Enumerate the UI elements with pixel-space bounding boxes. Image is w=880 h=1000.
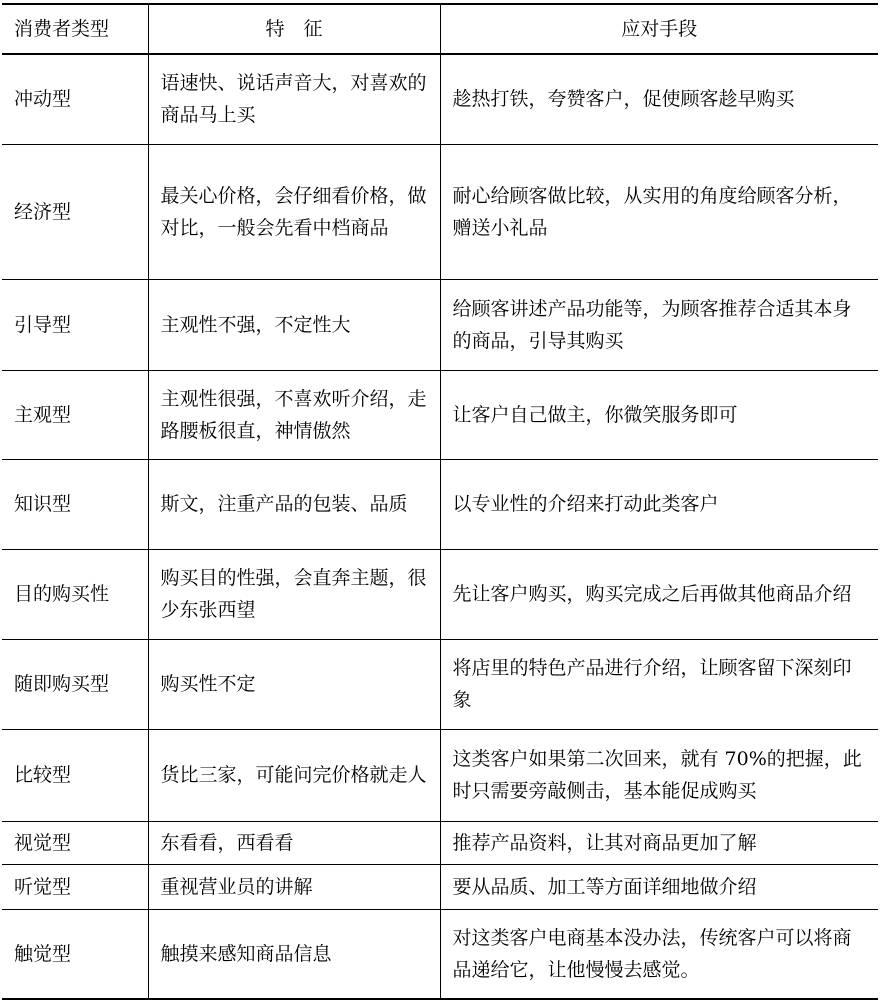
table-row <box>2 821 878 864</box>
cell-type: 引导型 <box>2 279 148 370</box>
cell-response: 这类客户如果第二次回来，就有 70%的把握，此时只需要旁敲侧击，基本能促成购买 <box>440 729 878 821</box>
cell-response: 推荐产品资料，让其对商品更加了解 <box>440 821 878 864</box>
cell-features: 重视营业员的讲解 <box>148 864 440 909</box>
table-row <box>2 370 878 459</box>
cell-type: 经济型 <box>2 144 148 279</box>
header-response: 应对手段 <box>440 4 878 54</box>
cell-response: 以专业性的介绍来打动此类客户 <box>440 459 878 549</box>
cell-features: 触摸来感知商品信息 <box>148 909 440 999</box>
table-row <box>2 279 878 370</box>
table-row <box>2 459 878 549</box>
header-features: 特 征 <box>148 4 440 54</box>
cell-response: 先让客户购买，购买完成之后再做其他商品介绍 <box>440 549 878 639</box>
cell-type: 目的购买性 <box>2 549 148 639</box>
cell-features: 最关心价格，会仔细看价格，做对比，一般会先看中档商品 <box>148 144 440 279</box>
header-type: 消费者类型 <box>2 4 148 54</box>
cell-response: 给顾客讲述产品功能等，为顾客推荐合适其本身的商品，引导其购买 <box>440 279 878 370</box>
cell-features: 语速快、说话声音大，对喜欢的商品马上买 <box>148 54 440 144</box>
table-row <box>2 144 878 279</box>
cell-response: 对这类客户电商基本没办法，传统客户可以将商品递给它，让他慢慢去感觉。 <box>440 909 878 999</box>
table-row <box>2 729 878 821</box>
cell-response: 趁热打铁，夸赞客户，促使顾客趁早购买 <box>440 54 878 144</box>
cell-features: 主观性不强，不定性大 <box>148 279 440 370</box>
table-row <box>2 54 878 144</box>
table-row <box>2 909 878 999</box>
cell-response: 要从品质、加工等方面详细地做介绍 <box>440 864 878 909</box>
cell-type: 随即购买型 <box>2 639 148 729</box>
cell-features: 东看看，西看看 <box>148 821 440 864</box>
cell-type: 比较型 <box>2 729 148 821</box>
cell-features: 斯文，注重产品的包装、品质 <box>148 459 440 549</box>
table-row <box>2 639 878 729</box>
cell-response: 将店里的特色产品进行介绍，让顾客留下深刻印象 <box>440 639 878 729</box>
cell-type: 视觉型 <box>2 821 148 864</box>
cell-features: 货比三家，可能问完价格就走人 <box>148 729 440 821</box>
table-row <box>2 864 878 909</box>
cell-features: 购买目的性强，会直奔主题，很少东张西望 <box>148 549 440 639</box>
cell-type: 触觉型 <box>2 909 148 999</box>
consumer-type-table <box>2 3 878 1000</box>
cell-features: 购买性不定 <box>148 639 440 729</box>
cell-type: 知识型 <box>2 459 148 549</box>
cell-type: 主观型 <box>2 370 148 459</box>
header-row <box>2 4 878 54</box>
cell-response: 让客户自己做主，你微笑服务即可 <box>440 370 878 459</box>
cell-type: 冲动型 <box>2 54 148 144</box>
cell-response: 耐心给顾客做比较，从实用的角度给顾客分析，赠送小礼品 <box>440 144 878 279</box>
table-row <box>2 549 878 639</box>
cell-type: 听觉型 <box>2 864 148 909</box>
cell-features: 主观性很强，不喜欢听介绍，走路腰板很直，神情傲然 <box>148 370 440 459</box>
